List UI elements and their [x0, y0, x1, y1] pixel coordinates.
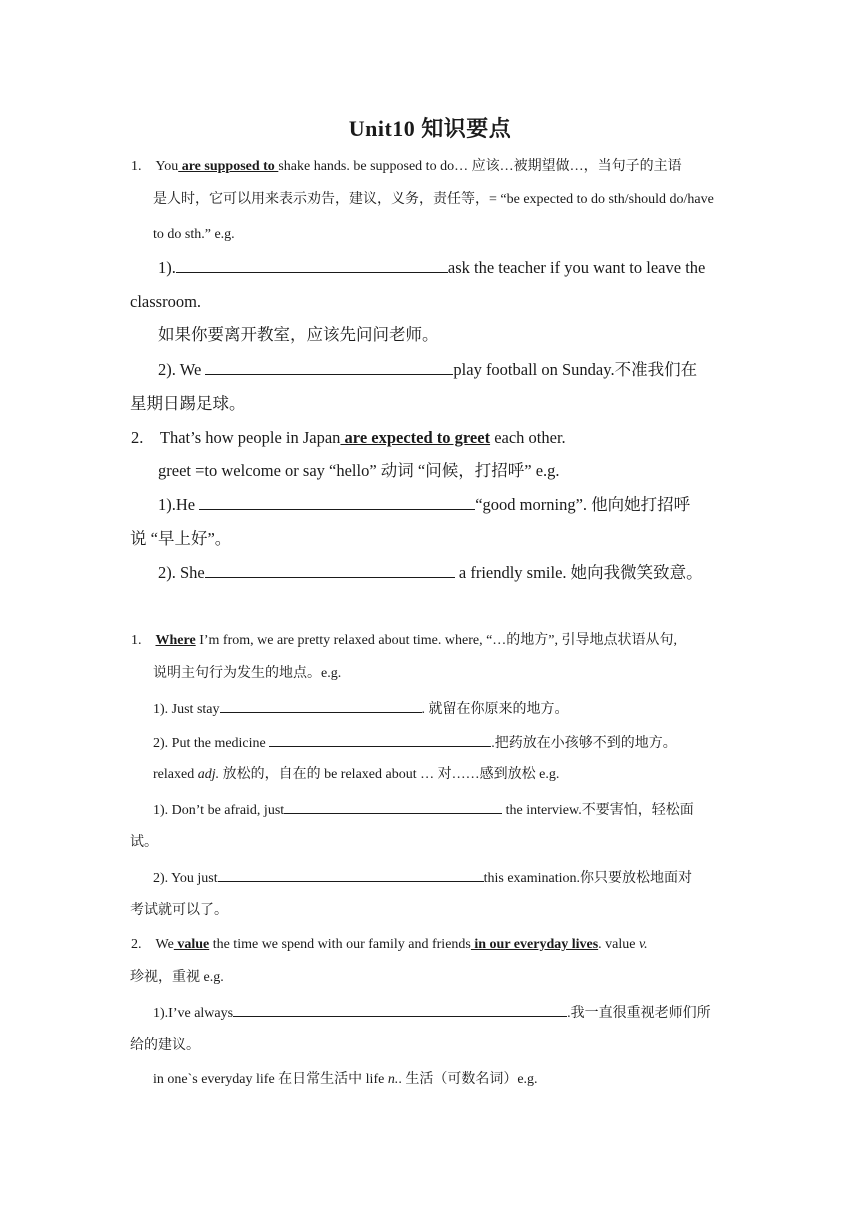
text: 1).He [158, 495, 200, 514]
life-definition [153, 1070, 538, 1090]
example-2-1 [158, 495, 690, 515]
text: We [155, 937, 174, 952]
fill-blank[interactable] [218, 867, 484, 882]
relaxed-definition [153, 765, 559, 785]
fill-blank[interactable] [284, 799, 502, 814]
fill-blank[interactable] [220, 698, 422, 713]
text: That’s how people in Japan [159, 428, 341, 447]
example-4-1-cont: 给的建议。 [130, 1038, 200, 1053]
text: play football on Sunday.不准我们在 [453, 360, 698, 379]
section-2-definition: greet =to welcome or say “hello” 动词 “问候，打招呼” e.g. [158, 461, 560, 480]
text: 2). You just [153, 871, 218, 886]
example-4-1 [153, 1002, 711, 1024]
text: 1). [158, 258, 176, 277]
part-of-speech: v. [639, 937, 648, 952]
fill-blank[interactable] [269, 732, 491, 747]
fill-blank[interactable] [199, 495, 475, 510]
text: each other. [490, 428, 566, 447]
item-number: 1. [131, 159, 142, 174]
example-1-1-translation: 如果你要离开教室，应该先问问老师。 [158, 325, 439, 344]
example-1-1 [158, 258, 705, 278]
section-1-line-1 [131, 157, 682, 177]
text: .我一直很重视老师们所 [567, 1006, 711, 1021]
key-phrase: Where [155, 633, 196, 648]
text: ask the teacher if you want to leave the [447, 258, 706, 277]
section-4-line-1 [131, 935, 648, 955]
text: 1). Don’t be afraid, just [153, 803, 285, 818]
text: the interview.不要害怕，轻松面 [502, 803, 694, 818]
part-of-speech: n. [387, 1072, 399, 1087]
text: this examination.你只要放松地面对 [483, 871, 693, 886]
text: . 就留在你原来的地方。 [421, 702, 569, 717]
text: in one`s everyday life 在日常生活中 life [153, 1072, 388, 1087]
section-1-line-3: to do sth.” e.g. [153, 227, 235, 242]
section-1-line-2: 是人时，它可以用来表示劝告，建议，义务，责任等，= “be expected to do sth/should do/have [153, 192, 714, 207]
item-number: 2. [131, 428, 144, 447]
item-number: 1. [131, 633, 142, 648]
example-1-2-cont: 星期日踢足球。 [130, 394, 246, 413]
text: 放松的，自在的 be relaxed about … 对……感到放松 e.g. [219, 767, 560, 782]
item-number: 2. [131, 937, 142, 952]
text: 2). She [158, 563, 205, 582]
text: . 生活（可数名词）e.g. [398, 1072, 538, 1087]
example-1-2 [158, 360, 697, 380]
example-1-1-cont: classroom. [130, 292, 202, 311]
text: I’m from, we are pretty relaxed about time. where, “…的地方”, 引导地点状语从句, [195, 633, 677, 648]
page-title: Unit10 知识要点 [348, 116, 512, 141]
fill-blank[interactable] [205, 563, 455, 578]
example-3-4 [153, 867, 692, 889]
text: 2). We [158, 360, 206, 379]
text: 1). Just stay [153, 702, 220, 717]
example-2-2 [158, 563, 703, 583]
section-3-line-2: 说明主句行为发生的地点。e.g. [153, 666, 342, 681]
text: . value [598, 937, 639, 952]
text: the time we spend with our family and friends [209, 937, 471, 952]
section-2-line-1 [131, 428, 566, 448]
example-3-1 [153, 698, 569, 720]
key-phrase: value [173, 937, 210, 952]
example-3-4-cont: 考试就可以了。 [130, 903, 228, 918]
example-3-3 [153, 799, 694, 821]
text: You [155, 159, 179, 174]
example-2-1-cont: 说 “早上好”。 [130, 529, 232, 548]
example-3-2 [153, 732, 677, 754]
part-of-speech: adj. [197, 767, 220, 782]
section-4-line-2: 珍视，重视 e.g. [130, 970, 224, 985]
section-3-line-1 [131, 631, 677, 651]
fill-blank[interactable] [176, 258, 448, 273]
text: shake hands. be supposed to do… 应该…被期望做…，当句子的主语 [278, 159, 682, 174]
text: a friendly smile. 她向我微笑致意。 [454, 563, 703, 582]
text: “good morning”. 他向她打招呼 [475, 495, 691, 514]
text: relaxed [153, 767, 198, 782]
example-3-3-cont: 试。 [130, 835, 158, 850]
fill-blank[interactable] [233, 1002, 567, 1017]
key-phrase: are expected to greet [340, 428, 491, 447]
text: 1).I’ve always [153, 1006, 234, 1021]
key-phrase: in our everyday lives [470, 937, 599, 952]
key-phrase: are supposed to [178, 159, 279, 174]
text: .把药放在小孩够不到的地方。 [491, 736, 677, 751]
fill-blank[interactable] [205, 360, 453, 375]
text: 2). Put the medicine [153, 736, 270, 751]
